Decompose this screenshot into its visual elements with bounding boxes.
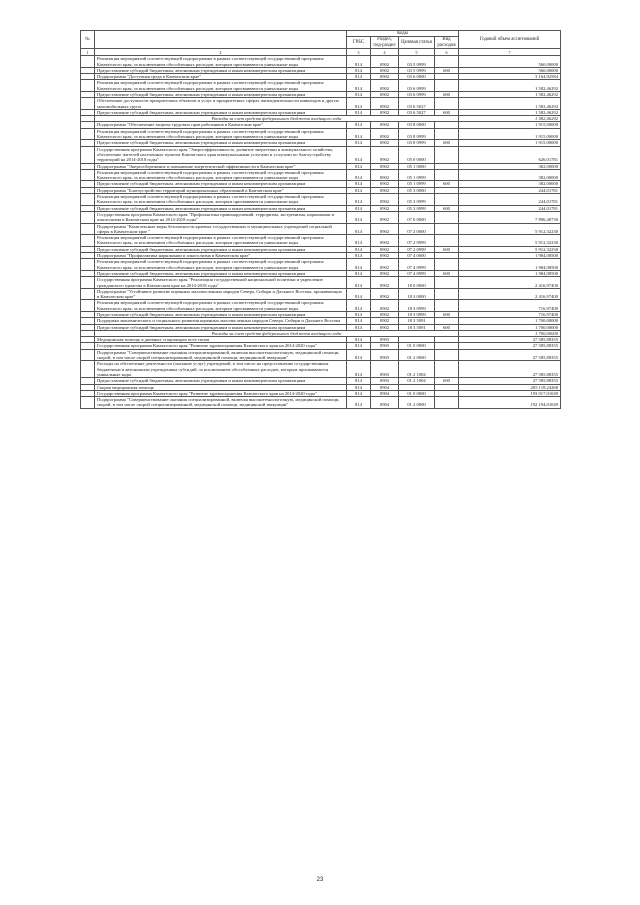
- row-amount: 626,01781: [459, 146, 561, 163]
- row-amount: 244,01781: [459, 187, 561, 193]
- row-number: [81, 211, 95, 223]
- row-grbs: 814: [347, 253, 371, 259]
- row-grbs: 814: [347, 343, 371, 349]
- table-row: [81, 169, 561, 181]
- row-amount: 1 984,08500: [459, 253, 561, 259]
- row-expense-type: 600: [435, 205, 459, 211]
- column-number: 4: [371, 49, 399, 56]
- row-amount: 1 915,00000: [459, 128, 561, 140]
- row-amount: 2 416,97400: [459, 288, 561, 300]
- row-name: Предоставление субсидий бюджетным, автономным учреждениям и иным некоммерческим организациям: [95, 311, 347, 317]
- row-section: 0904: [371, 390, 399, 396]
- row-target: 03 8 0000: [399, 122, 435, 128]
- row-amount: 1 582,46292: [459, 80, 561, 92]
- row-grbs: 814: [347, 169, 371, 181]
- row-target: 01 2 0000: [399, 349, 435, 361]
- row-expense-type: [435, 349, 459, 361]
- row-section: 0902: [371, 259, 399, 271]
- row-target: 07 4 0999: [399, 270, 435, 276]
- row-expense-type: 600: [435, 67, 459, 73]
- row-expense-type: 600: [435, 324, 459, 330]
- row-section: 0902: [371, 211, 399, 223]
- row-grbs: 814: [347, 205, 371, 211]
- row-grbs: 814: [347, 378, 371, 384]
- row-section: 0902: [371, 187, 399, 193]
- row-number: [81, 169, 95, 181]
- row-section: 0902: [371, 246, 399, 252]
- row-amount: 3 164,92584: [459, 74, 561, 80]
- header-section: Раздел, под-раздел: [371, 37, 399, 49]
- row-target: 05 3 0000: [399, 187, 435, 193]
- row-number: [81, 146, 95, 163]
- row-grbs: 814: [347, 92, 371, 98]
- row-grbs: 814: [347, 128, 371, 140]
- row-expense-type: [435, 194, 459, 206]
- row-amount: 5 912,32230: [459, 235, 561, 247]
- row-grbs: 814: [347, 361, 371, 378]
- row-name: Подпрограмма "Совершенствование оказания специализированной, включая высокотехнологичную, медицинской помощи, скорой, в том числе скорой специализированной, медицинской помощи, медицинской эвакуации": [95, 349, 347, 361]
- table-row: [81, 259, 561, 271]
- row-target: 07 2 0000: [399, 223, 435, 235]
- row-target: 05 3 0999: [399, 194, 435, 206]
- row-name: Государственная программа Камчатского края "Развитие здравоохранения Камчатского края на 2014-2020 годы": [95, 343, 347, 349]
- row-expense-type: [435, 146, 459, 163]
- table-row: [81, 300, 561, 312]
- row-section: 0902: [371, 300, 399, 312]
- row-number: [81, 300, 95, 312]
- row-target: 03 6 0000: [399, 74, 435, 80]
- row-section: 0902: [371, 163, 399, 169]
- row-amount: 1 582,46292: [459, 92, 561, 98]
- row-section: 0902: [371, 311, 399, 317]
- row-grbs: 814: [347, 109, 371, 115]
- row-expense-type: 600: [435, 92, 459, 98]
- row-name: Государственная программа Камчатского края "Энергоэффективность, развитие энергетики и коммунального хозяйства, обеспечение жителей населенных пунктов Камчатского края коммунальными услугами и услугами по благоустройству территорий на 2014-2018 годы": [95, 146, 347, 163]
- row-name: Предоставление субсидий бюджетным, автономным учреждениям и иным некоммерческим организациям: [95, 181, 347, 187]
- row-amount: 1 700,00000: [459, 324, 561, 330]
- row-section: 0902: [371, 140, 399, 146]
- row-target: 05 1 0999: [399, 169, 435, 181]
- row-target: 07 4 0999: [399, 259, 435, 271]
- row-section: 0902: [371, 194, 399, 206]
- row-name: Государственная программа Камчатского края "Развитие здравоохранения Камчатского края на 2014-2020 годы": [95, 390, 347, 396]
- row-name: Подпрограмма "Комплексные меры безопасности краевых государственных и муниципальных учреждений социальной сферы в Камчатском крае ": [95, 223, 347, 235]
- row-target: 18 3 0999: [399, 300, 435, 312]
- row-name: Предоставление субсидий бюджетным, автономным учреждениям и иным некоммерческим организациям: [95, 205, 347, 211]
- row-amount: 27 585,88355: [459, 343, 561, 349]
- row-number: [81, 259, 95, 271]
- row-amount: 382,00000: [459, 181, 561, 187]
- table-row: [81, 56, 561, 68]
- row-grbs: 814: [347, 300, 371, 312]
- table-row: [81, 80, 561, 92]
- header-grbs: ГРБС: [347, 37, 371, 49]
- row-section: 0903: [371, 349, 399, 361]
- row-name: Подпрограмма "Устойчивое развитие коренных малочисленных народов Севера, Сибири и Дальнего Востока, проживающих в Камчатском крае": [95, 288, 347, 300]
- row-name: Реализация мероприятий соответствующей подпрограммы в рамках соответствующей государственной программы Камчатского края, за исключением обособленных расходов, которым присваиваются уникальные коды: [95, 235, 347, 247]
- row-grbs: 814: [347, 349, 371, 361]
- row-expense-type: [435, 277, 459, 289]
- row-section: 0902: [371, 270, 399, 276]
- row-expense-type: 600: [435, 311, 459, 317]
- table-row: [81, 223, 561, 235]
- row-grbs: 814: [347, 246, 371, 252]
- row-name: Реализация мероприятий соответствующей подпрограммы в рамках соответствующей государственной программы Камчатского края, за исключением обособленных расходов, которым присваиваются уникальные коды: [95, 56, 347, 68]
- row-amount: 1 582,46292: [459, 109, 561, 115]
- row-section: 0902: [371, 74, 399, 80]
- row-name: Реализация мероприятий соответствующей подпрограммы в рамках соответствующей государственной программы Камчатского края, за исключением обособленных расходов, которым присваиваются уникальные коды: [95, 300, 347, 312]
- row-name: Подпрограмма "Энергосбережение и повышение энергетической эффективности в Камчатском крае": [95, 163, 347, 169]
- row-grbs: 814: [347, 211, 371, 223]
- row-target: 07 2 0999: [399, 246, 435, 252]
- row-expense-type: [435, 397, 459, 409]
- row-section: 0902: [371, 223, 399, 235]
- row-target: 03 6 5027: [399, 109, 435, 115]
- row-target: 05 3 0999: [399, 205, 435, 211]
- row-section: 0902: [371, 181, 399, 187]
- row-expense-type: [435, 300, 459, 312]
- row-section: 0903: [371, 337, 399, 343]
- row-grbs: 814: [347, 337, 371, 343]
- column-number: 7: [459, 49, 561, 56]
- row-name: Государственная программа Камчатского края "Профилактика правонарушений, терроризма, экстремизма, наркомании и алкоголизма в Камчатском крае на 2014-2018 годы": [95, 211, 347, 223]
- row-target: 03 8 0999: [399, 128, 435, 140]
- column-number: 5: [399, 49, 435, 56]
- row-grbs: 814: [347, 80, 371, 92]
- row-expense-type: [435, 169, 459, 181]
- row-name: Реализация мероприятий соответствующей подпрограммы в рамках соответствующей государственной программы Камчатского края, за исключением обособленных расходов, которым присваиваются уникальные коды: [95, 169, 347, 181]
- row-name: Скорая медицинская помощь: [95, 384, 347, 390]
- row-number: [81, 277, 95, 289]
- row-expense-type: [435, 128, 459, 140]
- row-target: 18 3 5091: [399, 324, 435, 330]
- row-number: [81, 194, 95, 206]
- row-amount: 2 416,97400: [459, 277, 561, 289]
- row-amount: 192 194,01049: [459, 397, 561, 409]
- table-row: [81, 98, 561, 110]
- header-target: Целевая статья: [399, 37, 435, 49]
- row-grbs: 814: [347, 311, 371, 317]
- row-amount: 382,00000: [459, 169, 561, 181]
- row-grbs: 814: [347, 187, 371, 193]
- row-section: 0902: [371, 324, 399, 330]
- row-target: 07 2 0999: [399, 235, 435, 247]
- row-number: [81, 98, 95, 110]
- row-amount: 244,01781: [459, 205, 561, 211]
- row-target: 18 3 5091: [399, 318, 435, 324]
- row-amount: 716,97400: [459, 311, 561, 317]
- row-grbs: 814: [347, 223, 371, 235]
- row-name: Предоставление субсидий бюджетным, автономным учреждениям и иным некоммерческим организациям: [95, 378, 347, 384]
- page-number: 23: [316, 877, 324, 883]
- row-amount: 27 585,88355: [459, 349, 561, 361]
- row-amount: 7 896,40730: [459, 211, 561, 223]
- row-grbs: 814: [347, 397, 371, 409]
- row-grbs: 814: [347, 181, 371, 187]
- header-name: [95, 31, 347, 49]
- row-name: Реализация мероприятий соответствующей подпрограммы в рамках соответствующей государственной программы Камчатского края, за исключением обособленных расходов, которым присваиваются уникальные коды: [95, 259, 347, 271]
- table-row: [81, 128, 561, 140]
- row-number: [81, 349, 95, 361]
- row-grbs: 814: [347, 140, 371, 146]
- row-grbs: 814: [347, 288, 371, 300]
- row-number: [81, 361, 95, 378]
- row-section: 0902: [371, 205, 399, 211]
- table-row: [81, 194, 561, 206]
- row-target: 01 0 0000: [399, 343, 435, 349]
- note-text: Расходы за счет средств федерального бюджета входящего хода: [95, 330, 459, 336]
- row-section: 0903: [371, 378, 399, 384]
- column-number: 6: [435, 49, 459, 56]
- row-number: [81, 80, 95, 92]
- row-section: 0902: [371, 169, 399, 181]
- table-row: [81, 361, 561, 378]
- row-target: 01 2 1004: [399, 378, 435, 384]
- row-grbs: 814: [347, 324, 371, 330]
- row-amount: 1 700,00000: [459, 318, 561, 324]
- row-target: 03 5 0999: [399, 56, 435, 68]
- row-grbs: 814: [347, 98, 371, 110]
- row-section: 0902: [371, 253, 399, 259]
- row-name: Предоставление субсидий бюджетным, автономным учреждениям и иным некоммерческим организациям: [95, 324, 347, 330]
- table-row: [81, 146, 561, 163]
- row-section: 0902: [371, 146, 399, 163]
- row-name: Предоставление субсидий бюджетным, автономным учреждениям и иным некоммерческим организациям: [95, 109, 347, 115]
- row-number: [81, 223, 95, 235]
- row-name: Поддержка экономического и социального развития коренных малочисленных народов Севера, Сибири и Дальнего Востока: [95, 318, 347, 324]
- table-row: [81, 235, 561, 247]
- row-section: 0903: [371, 361, 399, 378]
- row-amount: 1 984,08500: [459, 259, 561, 271]
- row-name: Предоставление субсидий бюджетным, автономным учреждениям и иным некоммерческим организациям: [95, 67, 347, 73]
- row-grbs: 814: [347, 194, 371, 206]
- row-name: Медицинская помощь в дневных стационарах всех типов: [95, 337, 347, 343]
- row-number: [81, 56, 95, 68]
- header-expense-type: Вид расходов: [435, 37, 459, 49]
- row-expense-type: [435, 235, 459, 247]
- row-target: 03 6 5027: [399, 98, 435, 110]
- row-grbs: 814: [347, 384, 371, 390]
- header-codes: Коды: [347, 31, 459, 37]
- row-amount: 1 915,00000: [459, 122, 561, 128]
- table-row: [81, 397, 561, 409]
- row-grbs: 814: [347, 122, 371, 128]
- row-section: 0902: [371, 235, 399, 247]
- table-row: [81, 211, 561, 223]
- row-target: 03 6 0999: [399, 92, 435, 98]
- row-amount: 1 582,46292: [459, 98, 561, 110]
- row-amount: 27 585,88355: [459, 361, 561, 378]
- row-expense-type: [435, 361, 459, 378]
- row-number: [81, 288, 95, 300]
- row-target: 03 6 0999: [399, 80, 435, 92]
- table-row: [81, 349, 561, 361]
- column-number-row: [81, 49, 561, 56]
- row-name: Предоставление субсидий бюджетным, автономным учреждениям и иным некоммерческим организациям: [95, 140, 347, 146]
- row-amount: 1 915,00000: [459, 140, 561, 146]
- budget-table-sheet: [80, 30, 560, 409]
- row-expense-type: [435, 98, 459, 110]
- row-amount: 193 017,01049: [459, 390, 561, 396]
- budget-table: [80, 30, 561, 409]
- row-amount: 1 582,46292: [459, 116, 561, 122]
- row-section: 0904: [371, 384, 399, 390]
- column-number: 3: [347, 49, 371, 56]
- row-target: 05 0 0000: [399, 146, 435, 163]
- row-amount: 5 912,32230: [459, 223, 561, 235]
- column-number: 1: [81, 49, 95, 56]
- row-target: 01 0 0000: [399, 390, 435, 396]
- row-expense-type: 600: [435, 109, 459, 115]
- row-section: 0902: [371, 277, 399, 289]
- row-grbs: 814: [347, 270, 371, 276]
- row-amount: 382,00000: [459, 163, 561, 169]
- header-annual: Годовой объем ассигнований: [459, 31, 561, 49]
- row-expense-type: 600: [435, 270, 459, 276]
- row-section: 0904: [371, 397, 399, 409]
- row-grbs: 814: [347, 67, 371, 73]
- row-name: Расходы на обеспечение деятельности (оказание услуг) учреждений, в том числе на предоставление государственным бюджетным и автономным учреждениям субсидий, за исключением обособленных расходов, которым присваиваются уникальные коды: [95, 361, 347, 378]
- row-number: [81, 235, 95, 247]
- row-section: 0902: [371, 67, 399, 73]
- row-section: 0902: [371, 288, 399, 300]
- row-name: Реализация мероприятий соответствующей подпрограммы в рамках соответствующей государственной программы Камчатского края, за исключением обособленных расходов, которым присваиваются уникальные коды: [95, 194, 347, 206]
- table-row: [81, 277, 561, 289]
- row-target: 05 1 0000: [399, 163, 435, 169]
- row-name: Предоставление субсидий бюджетным, автономным учреждениям и иным некоммерческим организациям: [95, 246, 347, 252]
- row-name: Предоставление субсидий бюджетным, автономным учреждениям и иным некоммерческим организациям: [95, 92, 347, 98]
- row-name: Подпрограмма "Благоустройство территорий муниципальных образований в Камчатском крае": [95, 187, 347, 193]
- row-name: Подпрограмма "Совершенствование оказания специализированной, включая высокотехнологичную, медицинской помощи, скорой, в том числе скорой специализированной, медицинской помощи, медицинской эвакуации": [95, 397, 347, 409]
- row-target: 03 8 0999: [399, 140, 435, 146]
- row-amount: 1 984,08500: [459, 270, 561, 276]
- row-name: Подпрограмма "Профилактика наркомании и алкоголизма в Камчатском крае": [95, 253, 347, 259]
- row-section: 0902: [371, 109, 399, 115]
- row-name: Предоставление субсидий бюджетным, автономным учреждениям и иным некоммерческим организациям: [95, 270, 347, 276]
- row-section: 0902: [371, 80, 399, 92]
- row-name: Подпрограмма "Доступная среда в Камчатском крае": [95, 74, 347, 80]
- row-section: 0902: [371, 128, 399, 140]
- row-expense-type: 600: [435, 181, 459, 187]
- row-number: [81, 128, 95, 140]
- row-name: Реализация мероприятий соответствующей подпрограммы в рамках соответствующей государственной программы Камчатского края, за исключением обособленных расходов, которым присваиваются уникальные коды: [95, 80, 347, 92]
- row-grbs: 814: [347, 277, 371, 289]
- table-body: [81, 56, 561, 409]
- row-target: 18 3 0999: [399, 311, 435, 317]
- row-amount: 1 700,00000: [459, 330, 561, 336]
- row-section: 0902: [371, 122, 399, 128]
- row-grbs: 814: [347, 74, 371, 80]
- column-number: 2: [95, 49, 347, 56]
- row-expense-type: [435, 223, 459, 235]
- row-amount: 560,00000: [459, 56, 561, 68]
- row-section: 0902: [371, 92, 399, 98]
- row-target: 01 2 1004: [399, 361, 435, 378]
- row-name: Подпрограмма "Обеспечение защиты трудовых прав работников в Камчатском крае": [95, 122, 347, 128]
- row-expense-type: 600: [435, 246, 459, 252]
- row-grbs: 814: [347, 163, 371, 169]
- row-grbs: 814: [347, 235, 371, 247]
- row-grbs: 814: [347, 318, 371, 324]
- row-number: [81, 397, 95, 409]
- row-target: 07 0 0000: [399, 211, 435, 223]
- row-section: 0902: [371, 56, 399, 68]
- row-grbs: 814: [347, 390, 371, 396]
- row-amount: 27 585,88355: [459, 378, 561, 384]
- row-target: 05 1 0999: [399, 181, 435, 187]
- row-expense-type: [435, 288, 459, 300]
- row-amount: 560,00000: [459, 67, 561, 73]
- row-target: 18 0 0000: [399, 277, 435, 289]
- header-no: №: [81, 31, 95, 49]
- row-section: 0903: [371, 343, 399, 349]
- row-amount: 27 585,88355: [459, 337, 561, 343]
- row-expense-type: [435, 56, 459, 68]
- note-text: Расходы за счет средств федерального бюджета входящего хода: [95, 116, 459, 122]
- table-row: [81, 288, 561, 300]
- row-name: Государственная программа Камчатского края "Реализация государственной национальной политики и укрепление гражданского единства в Камчатском крае на 2014-2018 годы": [95, 277, 347, 289]
- row-section: 0902: [371, 318, 399, 324]
- row-amount: 244,01781: [459, 194, 561, 206]
- row-grbs: 814: [347, 146, 371, 163]
- row-expense-type: [435, 80, 459, 92]
- row-amount: 205 118,24268: [459, 384, 561, 390]
- row-grbs: 814: [347, 259, 371, 271]
- row-amount: 716,97400: [459, 300, 561, 312]
- row-expense-type: 600: [435, 378, 459, 384]
- row-grbs: 814: [347, 56, 371, 68]
- row-expense-type: 600: [435, 140, 459, 146]
- row-section: 0902: [371, 98, 399, 110]
- row-target: 03 5 0999: [399, 67, 435, 73]
- row-amount: 5 912,32230: [459, 246, 561, 252]
- row-target: 01 2 0000: [399, 397, 435, 409]
- row-expense-type: [435, 259, 459, 271]
- row-name: Реализация мероприятий соответствующей подпрограммы в рамках соответствующей государственной программы Камчатского края, за исключением обособленных расходов, которым присваиваются уникальные коды: [95, 128, 347, 140]
- row-name: Обеспечение доступности приоритетных объектов и услуг в приоритетных сферах жизнедеятельности инвалидов и других маломобильных групп: [95, 98, 347, 110]
- row-target: 18 3 0000: [399, 288, 435, 300]
- row-expense-type: [435, 211, 459, 223]
- row-target: 07 4 0000: [399, 253, 435, 259]
